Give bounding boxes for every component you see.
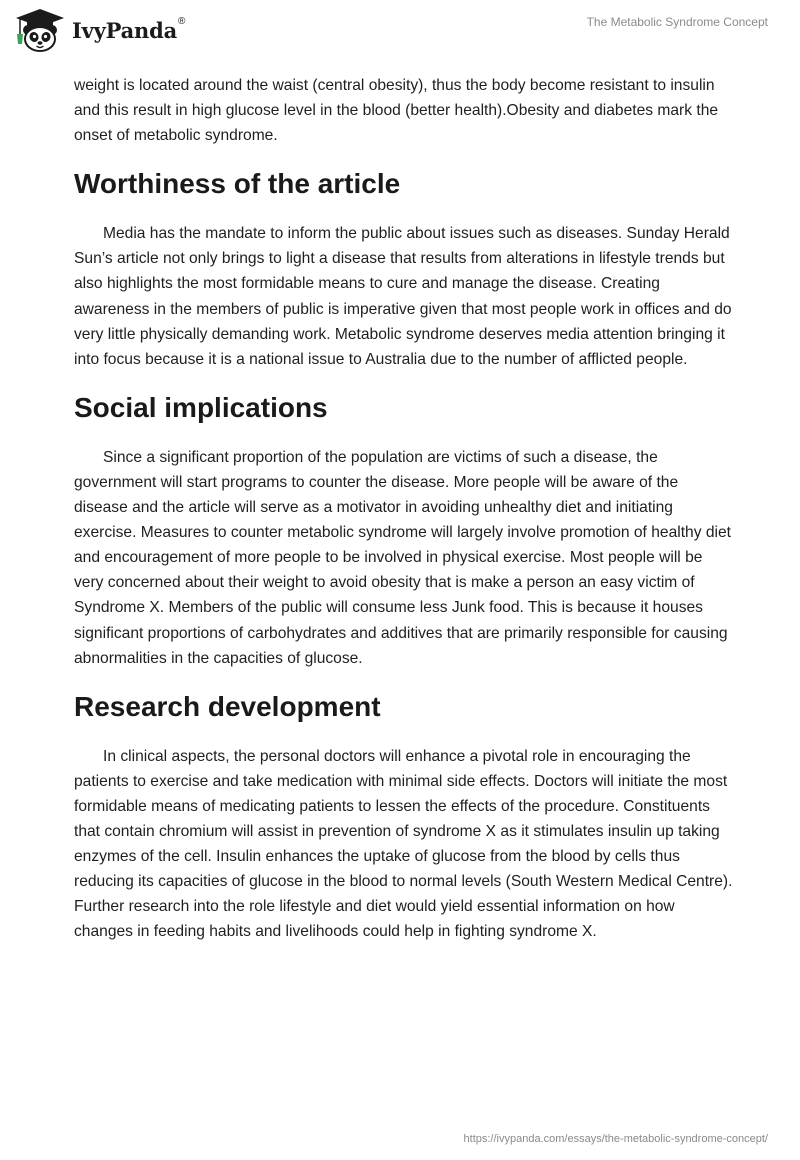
brand-name: IvyPanda® [72, 15, 186, 43]
footer-url-link[interactable]: https://ivypanda.com/essays/the-metabolic-syndrome-concept/ [463, 1133, 768, 1145]
page-header [0, 0, 800, 64]
section-heading-worthiness: Worthiness of the article [74, 168, 401, 200]
intro-paragraph: weight is located around the waist (central obesity), thus the body become resistant to insulin and this result in high glucose level in the blood (better health).Obesity and diabetes mark the onset of metabolic syndrome. [74, 77, 719, 145]
document-title: The Metabolic Syndrome Concept [586, 15, 768, 29]
section-paragraph-worthiness: Media has the mandate to inform the public about issues such as diseases. Sunday Herald Sun’s article not only brings to light a disease that results from alterations in lifestyle trends but also highlights the most formidable means to cure and manage the disease. Creating awareness in the members of public is imperative given that most people work in offices and do very little physically demanding work. Metabolic syndrome deserves media attention bringing it into focus because it is a national issue to Australia due to the number of afflicted people. [74, 225, 732, 368]
section-paragraph-research: In clinical aspects, the personal doctors will enhance a pivotal role in encouraging the patients to exercise and take medication with minimal side effects. Doctors will initiate the most formidable means of medicating patients to lessen the effects of the procedure. Constituents that contain chromium will assist in prevention of syndrome X as it stimulates insulin up taking enzymes of the cell. Insulin enhances the uptake of glucose from the blood by cells thus reducing its capacities of glucose in the blood to normal levels (South Western Medical Centre). Further research into the role lifestyle and diet would yield essential information on how changes in feeding habits and livelihoods could help in fighting syndrome X. [74, 747, 733, 941]
brand-logo[interactable] [14, 8, 185, 52]
registered-mark: ® [178, 15, 186, 27]
section-heading-social: Social implications [74, 391, 328, 423]
article-body [74, 73, 734, 944]
section-paragraph-social: Since a significant proportion of the population are victims of such a disease, the government will start programs to counter the disease. More people will be aware of the disease and the article will serve as a motivator in avoiding unhealthy diet and initiating exercise. Measures to counter metabolic syndrome will largely involve promotion of healthy diet and encouragement of more people to be involved in physical exercise. Most people will be very concerned about their weight to avoid obesity that is make a person an easy victim of Syndrome X. Members of the public will consume less Junk food. This is because it houses significant proportions of carbohydrates and additives that are primarily responsible for causing abnormalities in the capacities of glucose. [74, 448, 731, 667]
section-heading-research: Research development [74, 690, 381, 722]
panda-graduate-icon [14, 8, 66, 52]
